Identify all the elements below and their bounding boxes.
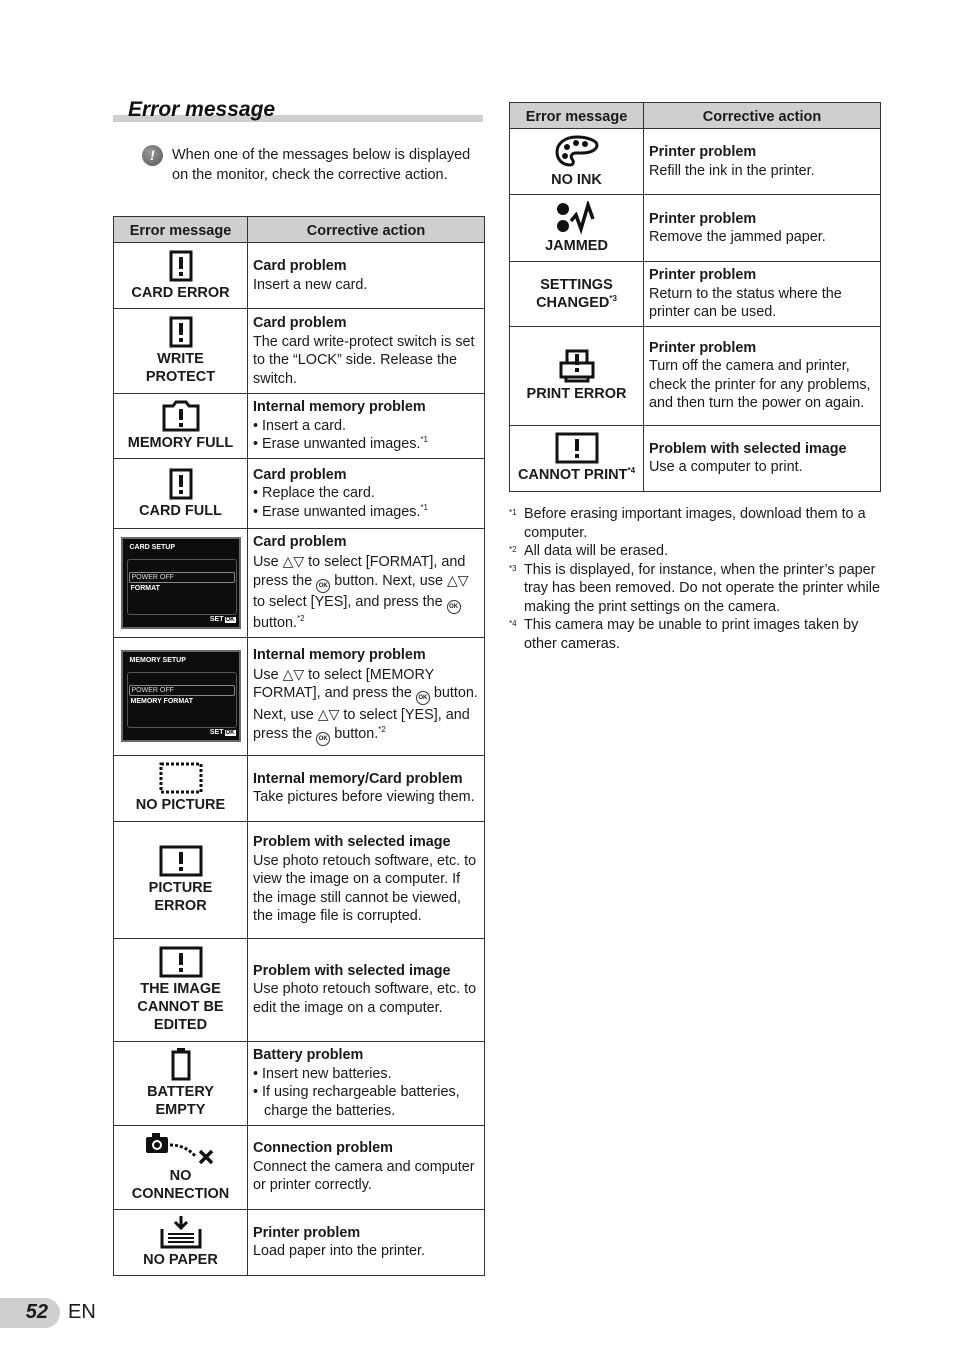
action-text: Use a computer to print. xyxy=(649,459,803,475)
up-down-arrows-icon: △▽ xyxy=(282,665,305,682)
table-row xyxy=(114,938,485,1041)
footnote: *3 This is displayed, for instance, when the printer’s paper tray has been removed. Do not operate the printer while making the print settings on the camera. xyxy=(509,561,880,615)
problem-title: Card problem xyxy=(253,315,347,331)
error-cell xyxy=(114,1125,248,1209)
error-cell xyxy=(114,755,248,821)
ok-button-icon: OK xyxy=(316,732,330,746)
action-cell xyxy=(644,262,881,327)
action-text: Connect the camera and computer or printer correctly. xyxy=(253,1158,475,1194)
action-cell xyxy=(644,195,881,262)
action-bullet: • If using rechargeable batteries, charge the batteries. xyxy=(253,1084,460,1119)
memory-full-icon xyxy=(161,400,201,432)
ok-button-icon: OK xyxy=(416,691,430,705)
card-error-icon xyxy=(168,316,194,348)
action-text: Turn off the camera and printer, check the printer for any problems, and then turn the power on again. xyxy=(649,358,871,411)
card-error-icon xyxy=(168,468,194,500)
problem-title: Printer problem xyxy=(253,1224,361,1241)
action-cell xyxy=(248,637,485,755)
action-cell xyxy=(248,755,485,821)
action-text: The card write-protect switch is set to the “LOCK” side. Release the switch. xyxy=(253,333,475,387)
action-cell xyxy=(644,425,881,491)
no-picture-icon xyxy=(159,762,203,794)
action-cell xyxy=(644,129,881,195)
action-cell xyxy=(248,821,485,938)
table-row xyxy=(114,755,485,821)
error-message: NO PICTURE xyxy=(135,797,226,813)
error-message: NO INK xyxy=(551,171,602,188)
table-row xyxy=(510,326,881,425)
problem-title: Battery problem xyxy=(253,1047,364,1063)
table-row xyxy=(510,129,881,195)
error-message: NO CONNECTION xyxy=(131,1168,230,1202)
cannot-print-icon xyxy=(555,432,599,464)
action-cell xyxy=(248,1041,485,1125)
table-row xyxy=(114,459,485,529)
picture-error-icon xyxy=(159,946,203,978)
action-bullet: • Erase unwanted images.$^{*1}$ xyxy=(253,435,428,453)
table-header-row xyxy=(510,103,881,129)
error-message: CANNOT PRINT$^{*4}$ xyxy=(517,466,636,483)
problem-title: Problem with selected image xyxy=(649,440,847,457)
action-text: Use △▽ to select [MEMORY FORMAT], and press the OK button. Next, use △▽ to select [YES], and press the OK button.$^{*2}$ xyxy=(253,665,479,746)
footnote: *1 Before erasing important images, download them to a computer. xyxy=(509,506,866,541)
problem-title: Printer problem xyxy=(649,144,757,160)
error-cell xyxy=(510,262,644,327)
error-message: WRITE PROTECT xyxy=(145,351,216,385)
footnotes xyxy=(509,505,881,653)
action-cell xyxy=(248,1209,485,1275)
problem-title: Internal memory problem xyxy=(253,399,426,416)
action-cell xyxy=(248,938,485,1041)
problem-title: Card problem xyxy=(253,258,347,274)
error-cell xyxy=(114,1041,248,1125)
ink-palette-icon xyxy=(555,135,599,169)
table-row xyxy=(114,1125,485,1209)
no-connection-icon xyxy=(144,1131,218,1165)
table-row xyxy=(114,1209,485,1275)
error-cell xyxy=(114,394,248,459)
intro-text: When one of the messages below is displayed on the monitor, check the corrective action. xyxy=(172,147,471,183)
problem-title: Printer problem xyxy=(649,267,757,283)
table-row xyxy=(114,243,485,309)
error-cell xyxy=(114,529,248,638)
column-header-action: Corrective action xyxy=(644,103,881,129)
section-heading xyxy=(113,98,483,124)
action-cell xyxy=(248,529,485,638)
action-text: Load paper into the printer. xyxy=(253,1243,426,1259)
action-text: Return to the status where the printer can be used. xyxy=(649,285,842,320)
page-number-tab xyxy=(0,1298,60,1328)
error-table-left xyxy=(113,216,485,1276)
error-cell xyxy=(114,637,248,755)
action-text: Use △▽ to select [FORMAT], and press the OK button. Next, use △▽ to select [YES], and press the OK button.$^{*2}$ xyxy=(253,552,469,631)
action-bullet: • Replace the card. xyxy=(253,485,375,502)
error-cell xyxy=(114,1209,248,1275)
battery-icon xyxy=(170,1047,192,1081)
error-message: MEMORY FULL xyxy=(127,435,234,451)
card-error-icon xyxy=(168,250,194,282)
intro-note xyxy=(142,145,482,185)
problem-title: Printer problem xyxy=(649,210,757,227)
action-cell xyxy=(644,326,881,425)
action-text: Use photo retouch software, etc. to edit the image on a computer. xyxy=(253,981,477,1016)
page-number: 52 xyxy=(25,1301,48,1323)
column-header-action: Corrective action xyxy=(248,217,485,243)
table-header-row xyxy=(114,217,485,243)
error-message: THE IMAGE CANNOT BE EDITED xyxy=(137,980,224,1033)
error-cell xyxy=(114,821,248,938)
action-text: Refill the ink in the printer. xyxy=(649,162,815,179)
table-row xyxy=(114,637,485,755)
problem-title: Card problem xyxy=(253,466,347,483)
problem-title: Internal memory/Card problem xyxy=(253,770,463,787)
jammed-icon xyxy=(555,201,599,235)
problem-title: Internal memory problem xyxy=(253,647,426,664)
lcd-screen-card-setup: CARD SETUP POWER OFF FORMAT SET OK xyxy=(121,537,241,629)
error-message: PRINT ERROR xyxy=(526,385,627,402)
error-message: NO PAPER xyxy=(143,1252,218,1268)
up-down-arrows-icon: △▽ xyxy=(447,572,469,588)
error-message: BATTERY EMPTY xyxy=(147,1084,214,1118)
print-error-icon xyxy=(558,349,596,383)
error-cell xyxy=(114,938,248,1041)
error-cell xyxy=(510,129,644,195)
action-text: Take pictures before viewing them. xyxy=(253,789,475,805)
ok-button-icon: OK xyxy=(316,579,330,593)
lcd-screen-memory-setup: MEMORY SETUP POWER OFF MEMORY FORMAT SET OK xyxy=(121,650,241,742)
action-cell xyxy=(248,309,485,394)
error-message: CARD FULL xyxy=(139,502,222,519)
action-text: Insert a new card. xyxy=(253,276,368,293)
error-message: PICTURE ERROR xyxy=(148,879,213,914)
table-row xyxy=(114,309,485,394)
error-cell xyxy=(114,309,248,394)
up-down-arrows-icon: △▽ xyxy=(282,552,305,569)
error-message: CARD ERROR xyxy=(131,284,230,301)
page-title: Error message xyxy=(128,98,276,121)
table-row xyxy=(510,425,881,491)
action-cell xyxy=(248,459,485,529)
action-cell xyxy=(248,1125,485,1209)
caution-icon: ! xyxy=(142,145,163,166)
problem-title: Card problem xyxy=(253,534,347,550)
problem-title: Printer problem xyxy=(649,339,757,356)
error-cell xyxy=(114,459,248,529)
error-cell xyxy=(510,326,644,425)
table-row xyxy=(114,1041,485,1125)
up-down-arrows-icon: △▽ xyxy=(317,706,340,723)
error-message: JAMMED xyxy=(545,238,608,254)
error-message: SETTINGS CHANGED$^{*3}$ xyxy=(536,276,617,311)
problem-title: Connection problem xyxy=(253,1140,393,1157)
problem-title: Problem with selected image xyxy=(253,834,451,851)
table-row xyxy=(114,821,485,938)
error-cell xyxy=(510,425,644,491)
action-bullet: • Insert new batteries. xyxy=(253,1065,392,1082)
footnote: *4 This camera may be unable to print images taken by other cameras. xyxy=(509,617,859,652)
error-table-right xyxy=(509,102,881,492)
language-label: EN xyxy=(68,1301,96,1323)
picture-error-icon xyxy=(159,845,203,877)
ok-button-icon: OK xyxy=(447,600,461,614)
error-cell xyxy=(510,195,644,262)
table-row xyxy=(114,394,485,459)
table-row xyxy=(510,262,881,327)
action-bullet: • Erase unwanted images.$^{*1}$ xyxy=(253,502,428,520)
action-bullet: • Insert a card. xyxy=(253,417,347,434)
action-cell xyxy=(248,394,485,459)
footnote: *2 All data will be erased. xyxy=(509,543,668,559)
table-row xyxy=(114,529,485,638)
action-text: Remove the jammed paper. xyxy=(649,229,826,245)
action-cell xyxy=(248,243,485,309)
column-header-message: Error message xyxy=(510,103,644,129)
problem-title: Problem with selected image xyxy=(253,962,451,979)
no-paper-icon xyxy=(159,1215,203,1249)
action-text: Use photo retouch software, etc. to view the image on a computer. If the image still cannot be viewed, the image file is corrupted. xyxy=(253,852,477,925)
column-header-message: Error message xyxy=(114,217,248,243)
error-cell xyxy=(114,243,248,309)
table-row xyxy=(510,195,881,262)
